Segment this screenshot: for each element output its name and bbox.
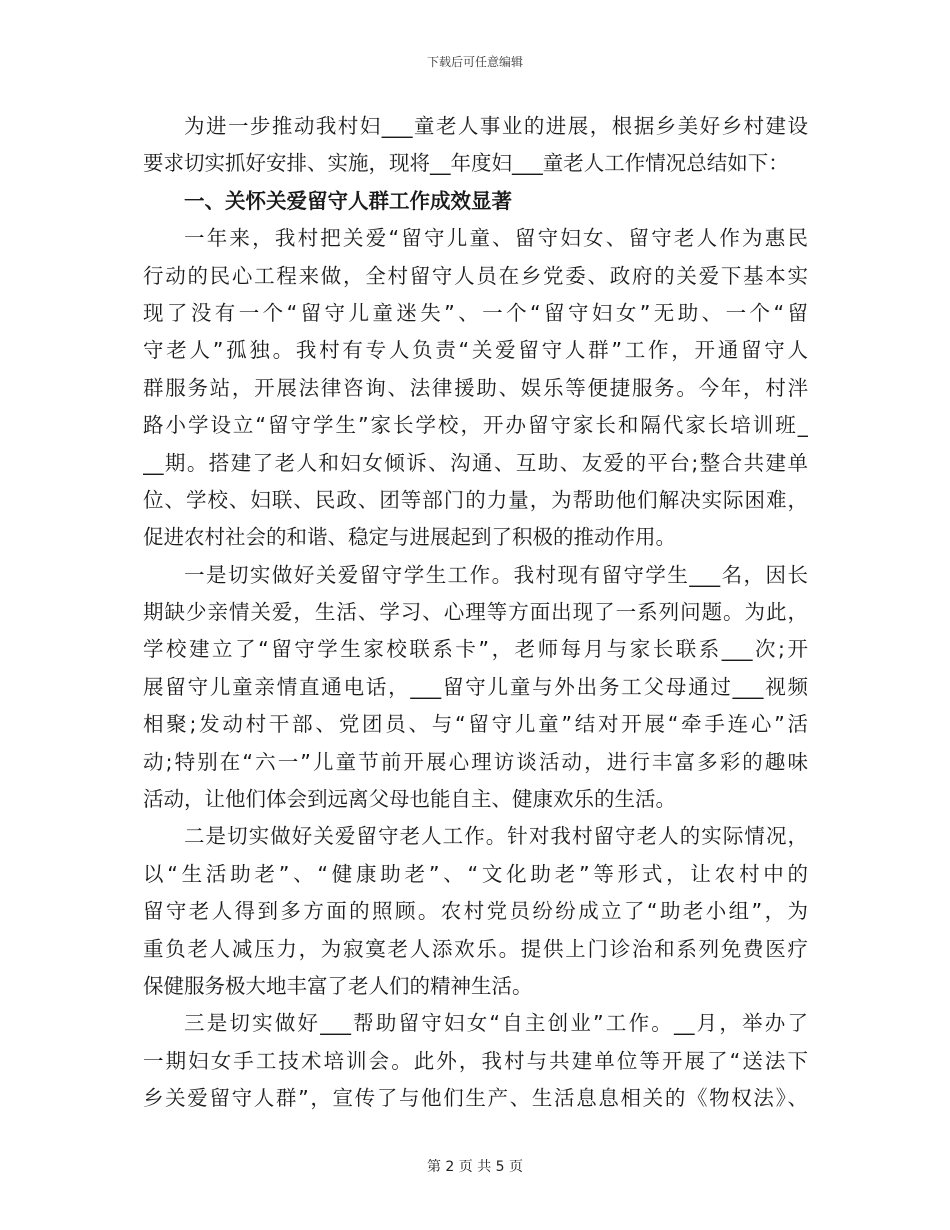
text-line: 为进一步推动我村妇___童老人事业的进展，根据乡美好乡村建设 <box>184 114 808 138</box>
text-line: 二是切实做好关爱留守老人工作。针对我村留守老人的实际情况， <box>184 824 808 849</box>
section-heading: 一、关怀关爱留守人群工作成效显著 <box>184 188 512 213</box>
document-body <box>143 108 808 1118</box>
text-line: 现了没有一个“留守儿童迷失”、一个“留守妇女”无助、一个“留 <box>143 300 808 325</box>
text-line: 活动，让他们体会到远离父母也能自主、健康欢乐的生活。 <box>143 787 676 812</box>
text-line: 一是切实做好关爱留守学生工作。我村现有留守学生___名，因长 <box>184 562 808 587</box>
text-line: 展留守儿童亲情直通电话，___留守儿童与外出务工父母通过___视频 <box>143 674 808 699</box>
text-line: 守老人”孤独。我村有专人负责“关爱留守人群”工作，开通留守人 <box>143 338 808 363</box>
text-line: 学校建立了“留守学生家校联系卡”，老师每月与家长联系___次;开 <box>143 637 808 662</box>
text-line: 行动的民心工程来做，全村留守人员在乡党委、政府的关爱下基本实 <box>143 263 808 288</box>
text-line: 位、学校、妇联、民政、团等部门的力量，为帮助他们解决实际困难， <box>143 487 808 512</box>
text-line: 群服务站，开展法律咨询、法律援助、娱乐等便捷服务。今年，村泮 <box>143 375 808 400</box>
text-line: 留守老人得到多方面的照顾。农村党员纷纷成立了“助老小组”，为 <box>143 899 808 924</box>
page-number: 第 2 页 共 5 页 <box>426 1159 524 1175</box>
text-line: 路小学设立“留守学生”家长学校，开办留守家长和隔代家长培训班_ <box>143 413 808 438</box>
text-line: 三是切实做好___帮助留守妇女“自主创业”工作。__月，举办了 <box>184 1011 808 1036</box>
text-line: 期缺少亲情关爱，生活、学习、心理等方面出现了一系列问题。为此， <box>143 600 808 625</box>
text-line: 一年来，我村把关爱“留守儿童、留守妇女、留守老人作为惠民 <box>184 226 808 251</box>
text-line: 动;特别在“六一”儿童节前开展心理访谈活动，进行丰富多彩的趣味 <box>143 749 808 774</box>
text-line: 以“生活助老”、“健康助老”、“文化助老”等形式，让农村中的 <box>143 861 808 886</box>
text-line: 相聚;发动村干部、党团员、与“留守儿童”结对开展“牵手连心”活 <box>143 712 808 737</box>
text-line: 一期妇女手工技术培训会。此外，我村与共建单位等开展了“送法下 <box>143 1048 808 1073</box>
text-line: 重负老人减压力，为寂寞老人添欢乐。提供上门诊治和系列免费医疗 <box>143 936 808 961</box>
text-line: 促进农村社会的和谐、稳定与进展起到了积极的推动作用。 <box>143 525 676 550</box>
text-line: __期。搭建了老人和妇女倾诉、沟通、互助、友爱的平台;整合共建单 <box>143 450 808 475</box>
text-line: 乡关爱留守人群”，宣传了与他们生产、生活息息相关的《物权法》、 <box>143 1086 808 1111</box>
text-line: 要求切实抓好安排、实施，现将__年度妇___童老人工作情况总结如下： <box>143 151 789 176</box>
text-line: 保健服务极大地丰富了老人们的精神生活。 <box>143 973 533 998</box>
page-header: 下载后可任意编辑 <box>426 55 523 69</box>
